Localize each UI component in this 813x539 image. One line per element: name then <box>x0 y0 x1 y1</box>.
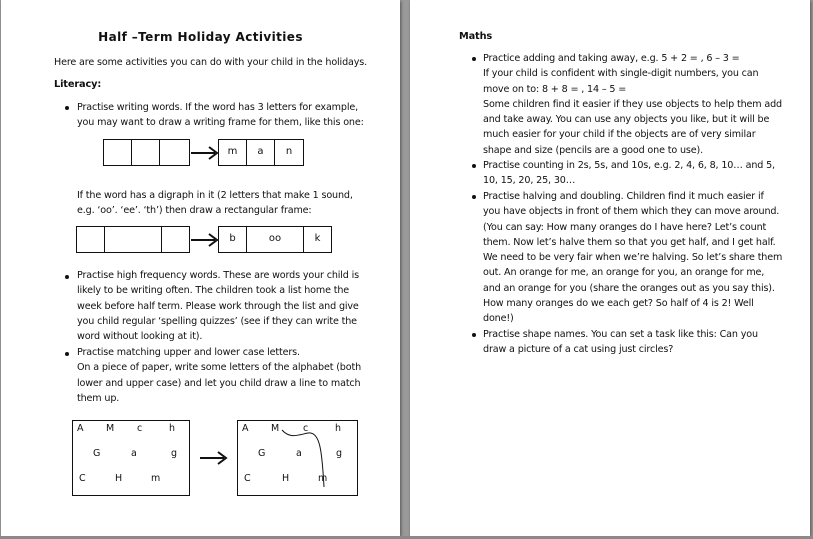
bullet-marker <box>472 333 476 337</box>
text-line: 10, 15, 20, 25, 30… <box>483 175 576 187</box>
text-line: Practise high frequency words. These are words your child is <box>77 270 360 281</box>
text-line: (You can say: How many oranges do I have here? Let’s count <box>483 221 767 233</box>
text-line: If your child is confident with single-digit numbers, you can <box>483 68 759 80</box>
match-letter: H <box>115 473 123 484</box>
frame-cell <box>103 139 132 166</box>
digraph-text <box>77 188 353 219</box>
match-letter: M <box>271 423 280 434</box>
text-line: On a piece of paper, write some letters of the alphabet (both <box>77 362 361 374</box>
bullet-marker <box>65 106 69 110</box>
text-line: move on to: 8 + 8 = , 14 – 5 = <box>483 83 627 95</box>
text-line: and an orange for you (share the oranges out as you say this). <box>483 282 775 294</box>
literacy-heading: Literacy: <box>54 79 102 90</box>
frame-cell <box>131 139 160 166</box>
text-line: done!) <box>483 313 514 325</box>
matching-box-before <box>72 420 190 496</box>
maths-bullet-halving <box>483 189 782 327</box>
frame-cell-letter: n <box>274 139 304 166</box>
match-letter: h <box>335 423 342 434</box>
match-letter: c <box>303 423 309 434</box>
match-letter: a <box>296 448 302 459</box>
literacy-bullet-high-frequency <box>77 268 359 344</box>
text-line: Some children find it easier if they use objects to help them add <box>483 98 783 110</box>
text-line: draw a picture of a cat using just circles? <box>483 344 674 356</box>
maths-bullet-adding <box>483 51 782 158</box>
text-line: them. Now let’s halve them so that you get half, and I get half. <box>483 236 776 248</box>
matching-box-after <box>237 420 358 496</box>
text-line: you have objects in front of them which they can move around. <box>483 206 780 218</box>
match-letter: a <box>131 448 137 459</box>
text-line: Practise halving and doubling. Children find it much easier if <box>483 191 764 202</box>
text-line: Practise writing words. If the word has 3 letters for example, <box>77 102 358 113</box>
maths-bullet-shapes <box>483 327 758 358</box>
literacy-bullet-writing <box>77 100 364 131</box>
match-letter: C <box>244 473 251 484</box>
text-line: shape and size (pencils are a good one to use). <box>483 144 703 156</box>
text-line: Practise counting in 2s, 5s, and 10s, e.g. 2, 4, 6, 8, 10… and 5, <box>483 160 775 171</box>
frame-cell <box>159 139 190 166</box>
intro-text: Here are some activities you can do with your child in the holidays. <box>54 57 368 68</box>
match-letter: H <box>282 473 290 484</box>
maths-heading: Maths <box>459 31 493 42</box>
match-letter: g <box>171 448 178 459</box>
match-letter: h <box>169 423 176 434</box>
text-line: Practise shape names. You can set a task like this: Can you <box>483 329 758 340</box>
match-letter: C <box>79 473 86 484</box>
arrow-right-icon <box>191 233 219 247</box>
text-line: How many oranges do we each get? So half of 4 is 2! Well <box>483 298 754 310</box>
text-line: you may want to draw a writing frame for them, like this one: <box>77 117 364 129</box>
match-letter: m <box>151 473 161 484</box>
text-line: We need to be very fair when we’re halving. So let’s share them <box>483 252 783 264</box>
left-page <box>1 0 400 536</box>
match-letter: G <box>258 448 266 459</box>
text-line: lower and upper case) and let you child draw a line to match <box>77 377 361 389</box>
bullet-marker <box>65 352 69 356</box>
bullet-marker <box>472 57 476 61</box>
frame-cell-letter: b <box>218 226 247 253</box>
text-line: out. An orange for me, an orange for you, an orange for me, <box>483 267 765 279</box>
arrow-right-icon <box>191 146 219 160</box>
text-line: e.g. ‘oo’. ‘ee’. ‘th’) then draw a rectangular frame: <box>77 205 312 217</box>
frame-cell <box>161 226 190 253</box>
maths-bullet-counting <box>483 158 775 189</box>
frame-cell-letter: m <box>218 139 247 166</box>
page-title: Half –Term Holiday Activities <box>98 30 303 44</box>
match-letter: A <box>242 423 249 434</box>
text-line: Practice adding and taking away, e.g. 5 + 2 = , 6 – 3 = <box>483 53 740 64</box>
text-line: and take away. You can use any objects you like, but it will be <box>483 114 770 126</box>
bullet-marker <box>472 195 476 199</box>
bullet-marker <box>472 164 476 168</box>
frame-cell-letter: a <box>246 139 275 166</box>
matching-line <box>238 421 359 497</box>
text-line: likely to be writing often. The children took a list home the <box>77 285 350 297</box>
text-line: word without looking at it). <box>77 331 203 343</box>
frame-cell-letter: oo <box>246 226 304 253</box>
bullet-marker <box>65 275 69 279</box>
match-letter: G <box>93 448 101 459</box>
frame-cell-wide <box>104 226 162 253</box>
text-line: much easier for your child if the objects are of very similar <box>483 129 756 141</box>
match-letter: A <box>77 423 84 434</box>
frame-cell <box>76 226 105 253</box>
arrow-right-icon <box>200 451 228 465</box>
text-line: week before half term. Please work through the list and give <box>77 300 359 312</box>
frame-cell-letter: k <box>303 226 332 253</box>
match-letter: c <box>137 423 143 434</box>
text-line: them up. <box>77 392 120 404</box>
text-line: Practise matching upper and lower case letters. <box>77 347 300 358</box>
literacy-bullet-matching <box>77 345 361 406</box>
match-letter: g <box>336 448 343 459</box>
right-page <box>410 0 810 536</box>
text-line: If the word has a digraph in it (2 letters that make 1 sound, <box>77 190 353 201</box>
text-line: you child regular ‘spelling quizzes’ (see if they can write the <box>77 315 357 327</box>
match-letter: M <box>106 423 115 434</box>
match-letter: m <box>318 473 328 484</box>
